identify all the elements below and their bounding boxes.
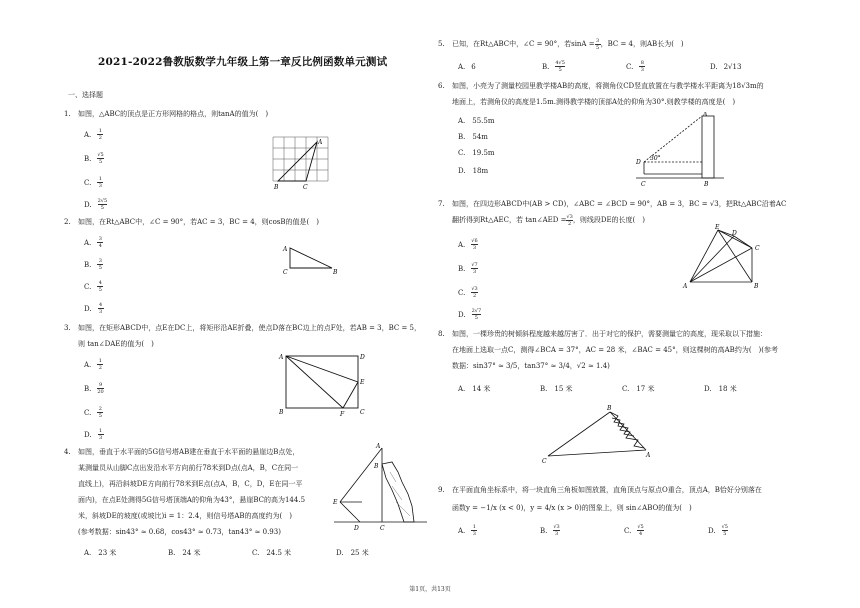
q2-triangle-figure: [280, 240, 340, 280]
question-8: 8. 如图，一棵珍贵的树倾斜程度越来越厉害了．出于对它的保护，需要测量它的高度，现采取以下措施：: [438, 330, 767, 338]
svg-text:E: E: [333, 499, 338, 506]
question-3: 3. 如图，在矩形ABCD中，点E在DC上，将矩形沿AE折叠，使点D落在BC边上的点F处，若AB = 3，BC = 5，: [64, 324, 422, 332]
svg-text:E: E: [715, 224, 720, 231]
svg-text:A: A: [279, 354, 284, 361]
q8-option-c[interactable]: C. 17 米: [622, 385, 655, 393]
q4-options: [84, 548, 396, 558]
q7-quadrilateral-figure: [682, 222, 772, 292]
q4-option-d[interactable]: D. 25 米: [336, 549, 369, 557]
q4-cliff-figure: [332, 442, 432, 542]
q6-option-c[interactable]: C. 19.5m: [458, 149, 495, 157]
q9-option-a[interactable]: A. $\frac{1}{3}$: [458, 524, 476, 537]
q1-option-c[interactable]: C. $\frac{1}{3}$: [84, 176, 102, 189]
q3-option-c[interactable]: C. $\frac{2}{5}$: [84, 406, 102, 419]
q7-option-b[interactable]: B. $\frac{√7}{3}$: [458, 262, 478, 275]
svg-text:C: C: [380, 525, 385, 532]
q5-option-b[interactable]: B. $\frac{4√5}{5}$: [542, 60, 565, 73]
q6-option-b[interactable]: B. 54m: [458, 133, 488, 141]
q4-option-b[interactable]: B. 24 米: [168, 549, 201, 557]
page-footer: 第1页，共13页: [409, 586, 451, 593]
q2-option-d[interactable]: D. $\frac{4}{3}$: [84, 302, 103, 315]
question-text: 在平面直角坐标系中，将一块直角三角板如图放置，直角顶点与原点O重合，顶点A，B恰好分别落在: [452, 486, 762, 494]
svg-text:D: D: [354, 525, 359, 532]
svg-text:D: D: [360, 354, 365, 361]
q3-rectangle-figure: [278, 350, 368, 420]
svg-text:C: C: [755, 245, 760, 252]
q4-option-a[interactable]: A. 23 米: [84, 549, 117, 557]
q5-option-a[interactable]: A. 6: [458, 63, 476, 71]
q8-options: [458, 384, 764, 394]
q9-option-c[interactable]: C. $\frac{√5}{4}$: [624, 524, 644, 537]
question-4: 4. 如图，垂直于水平面的5G信号塔AB建在垂直于水平面的悬崖边B点处，: [64, 448, 300, 456]
question-5: 5. 已知，在Rt△ABC中，∠C = 90°，若sinA = $\frac{3}{5}$ ，BC = 4，则AB长为( ): [438, 38, 684, 51]
question-text: 如图，在矩形ABCD中，点E在DC上，将矩形沿AE折叠，使点D落在BC边上的点F处，若AB = 3，BC = 5，: [78, 324, 422, 332]
q6-option-d[interactable]: D. 18m: [458, 167, 489, 175]
svg-text:30°: 30°: [650, 155, 661, 162]
svg-text:B: B: [374, 463, 379, 470]
question-text: 如图，△ABC的顶点是正方形网格的格点，则tanA的值为( ): [78, 110, 269, 118]
question-number: 1.: [64, 110, 71, 118]
q7-option-d[interactable]: D. $\frac{2√7}{5}$: [458, 308, 482, 321]
q8-tree-figure: [540, 400, 660, 464]
label-b: B: [274, 184, 279, 191]
question-text: 如图，一棵珍贵的树倾斜程度越来越厉害了．出于对它的保护，需要测量它的高度，现采取以下措施：: [452, 330, 767, 338]
question-text: 如图，垂直于水平面的5G信号塔AB建在垂直于水平面的悬崖边B点处，: [78, 448, 300, 456]
q6-option-a[interactable]: A. 55.5m: [458, 117, 495, 125]
left-column: 2021-2022鲁教版数学九年级上第一章反比例函数单元测试 一、选择题 1. 如图，△ABC的顶点是正方形网格的格点，则tanA的值为( ) A. $\frac{1}{2}$ B. $\frac{√5}{5}$ C. $\frac{1}{3}$ D. $\frac{2√5}{5}$ A B C 2. 如图，在Rt△ABC中，∠C = 90°，若AC = 3，BC = 4，则cosB的值是( ) A. $\frac{3}{4}$ B. $\frac{3}{5}$ C. $\frac{4}{5}$ D. $\frac{4}{3}$ A C B 3. 如图，在矩形ABCD中，点E在DC上，将矩形沿AE折叠，使点D落在BC边上的点F处，若AB = 3，BC = 5， 则 tan∠DAE的值为( ) A. $\frac{1}{2}$ B. $\frac{9}{20}$ C. $\frac{2}{5}$ D. $\frac{1}{3}$ A D E B F C 4. 如图，垂直于水平面的5G信号塔AB建在垂直于水平面的悬崖边B点处， 某测量员从山脚C点出发沿水平方向前行78米到D点(点A，B，C在同一 直线上)，再沿斜坡DE方向前行78米到E点(点A，B，C，D，E在同一平 面内)，在点E处测得5G信号塔顶端A的仰角为43°，悬崖BC的高为144.5 米，斜坡DE的坡度(或坡比)i = 1：2.4，则信号塔AB的高度约为( ) (参考数据：sin43° ≈ 0.68，cos43° ≈ 0.73，tan43° ≈ 0.93) A. 23 米 B. 24 米 C. 24.5 米 D. 25 米 A B E D C: [72, 0, 432, 608]
label-a: A: [318, 139, 323, 146]
svg-text:A: A: [683, 283, 688, 290]
q5-option-d[interactable]: D. 2√13: [710, 63, 742, 71]
q7-option-c[interactable]: C. $\frac{√3}{2}$: [458, 286, 478, 299]
q4-option-c[interactable]: C. 24.5 米: [252, 549, 292, 557]
svg-text:B: B: [333, 269, 338, 276]
q2-option-a[interactable]: A. $\frac{3}{4}$: [84, 236, 102, 249]
q8-option-b[interactable]: B. 15 米: [540, 385, 573, 393]
q2-option-b[interactable]: B. $\frac{3}{5}$: [84, 258, 102, 271]
q9-option-d[interactable]: D. $\frac{√5}{5}$: [708, 524, 728, 537]
svg-text:B: B: [704, 181, 709, 188]
svg-text:A: A: [283, 246, 288, 253]
svg-text:B: B: [754, 283, 759, 290]
svg-text:C: C: [641, 181, 646, 188]
q8-option-d[interactable]: D. 18 米: [704, 385, 737, 393]
q1-option-b[interactable]: B. $\frac{√5}{5}$: [84, 152, 104, 165]
svg-text:E: E: [360, 379, 365, 386]
svg-text:C: C: [283, 269, 288, 276]
section-heading: 一、选择题: [68, 91, 103, 99]
page-title: 2021-2022鲁教版数学九年级上第一章反比例函数单元测试: [98, 56, 388, 68]
svg-text:C: C: [360, 409, 365, 416]
svg-text:B: B: [607, 405, 612, 412]
q1-grid-figure: [268, 132, 338, 192]
q5-option-c[interactable]: C. $\frac{8}{3}$: [626, 60, 644, 73]
svg-text:F: F: [340, 411, 345, 418]
svg-text:D: D: [732, 230, 737, 237]
q3-option-d[interactable]: D. $\frac{1}{3}$: [84, 428, 103, 441]
q9-option-b[interactable]: B. $\frac{√3}{3}$: [540, 524, 560, 537]
question-text: 如图，在Rt△ABC中，∠C = 90°，若AC = 3，BC = 4，则cosB的值是( ): [78, 218, 320, 226]
svg-text:A: A: [703, 112, 708, 118]
q8-option-a[interactable]: A. 14 米: [458, 385, 491, 393]
svg-text:A: A: [376, 443, 381, 450]
q7-option-a[interactable]: A. $\frac{√6}{3}$: [458, 238, 478, 251]
q1-option-a[interactable]: A. $\frac{1}{2}$: [84, 128, 102, 141]
question-9: 9. 在平面直角坐标系中，将一块直角三角板如图放置，直角顶点与原点O重合，顶点A，B恰好分别落在: [438, 486, 762, 494]
svg-text:A: A: [646, 452, 651, 459]
svg-text:B: B: [279, 409, 284, 416]
q2-option-c[interactable]: C. $\frac{4}{5}$: [84, 280, 102, 293]
svg-text:D: D: [636, 159, 641, 166]
question-3-line2: 则 tan∠DAE的值为( ): [78, 340, 154, 348]
question-text: 如图，在四边形ABCD中(AB > CD)，∠ABC = ∠BCD = 90°，AB = 3，BC = √3，把Rt△ABC沿着AC: [452, 200, 787, 208]
question-7: 7. 如图，在四边形ABCD中(AB > CD)，∠ABC = ∠BCD = 90°，AB = 3，BC = √3，把Rt△ABC沿着AC: [438, 200, 787, 208]
label-c: C: [303, 184, 308, 191]
right-column: 5. 已知，在Rt△ABC中，∠C = 90°，若sinA = $\frac{3}{5}$ ，BC = 4，则AB长为( ) A. 6 B. $\frac{4√5}{5}$ C. $\frac{8}{3}$ D. 2√13 6. 如图，小亮为了测量校园里教学楼AB的高度，将测角仪CD竖直放置在与教学楼水平距离为18√3m的 地面上，若测角仪的高度是1.5m.测得教学楼的顶部A处的仰角为30°.则教学楼的高度是( ) A. 55.5m B. 54m C. 19.5m D. 18m A D 30° C B 7. 如图，在四边形ABCD中(AB > CD)，∠ABC = ∠BCD = 90°，AB = 3，BC = √3，把Rt△ABC沿着AC 翻折得到Rt△AEC，若 tan∠AED = $\frac{√3}{2}$ ，则线段DE的长度( ) A. $\frac{√6}{3}$ B. $\frac{√7}{3}$ C. $\frac{√3}{2}$ D. $\frac{2√7}{5}$ E D C A B 8. 如图，一棵珍贵的树倾斜程度越来越厉害了．出于对它的保护，需要测量它的高度，现采取以下措施： 在地面上选取一点C，测得∠BCA = 37°，AC = 28 米，∠BAC = 45°，则这棵树的高AB约为( )(参考 数据：sin37° ≈ 3/5，tan37° ≈ 3/4，√2 ≈ 1.4) A. 14 米 B. 15 米 C. 17 米 D. 18 米 B C A 9. 在平面直角坐标系中，将一块直角三角板如图放置，直角顶点与原点O重合，顶点A，B恰好分别落在 函数y = −1/x (x < 0)，y = 4/x (x > 0)的图象上，则 sin∠ABO的值为( ) A. $\frac{1}{3}$ B. $\frac{√3}{3}$ C. $\frac{√5}{4}$ D. $\frac{√5}{5}$: [438, 38, 787, 537]
q1-option-d[interactable]: D. $\frac{2√5}{5}$: [84, 198, 108, 211]
q6-building-figure: [632, 112, 728, 188]
svg-text:C: C: [542, 458, 547, 464]
question-6: 6. 如图，小亮为了测量校园里教学楼AB的高度，将测角仪CD竖直放置在与教学楼水平距离为18√3m的: [438, 82, 764, 90]
question-2: 2. 如图，在Rt△ABC中，∠C = 90°，若AC = 3，BC = 4，则cosB的值是( ): [64, 218, 320, 226]
question-text: 如图，小亮为了测量校园里教学楼AB的高度，将测角仪CD竖直放置在与教学楼水平距离为18√3m的: [452, 82, 764, 90]
q3-option-b[interactable]: B. $\frac{9}{20}$: [84, 382, 104, 395]
q3-option-a[interactable]: A. $\frac{1}{2}$: [84, 358, 102, 371]
question-1: [64, 108, 268, 121]
